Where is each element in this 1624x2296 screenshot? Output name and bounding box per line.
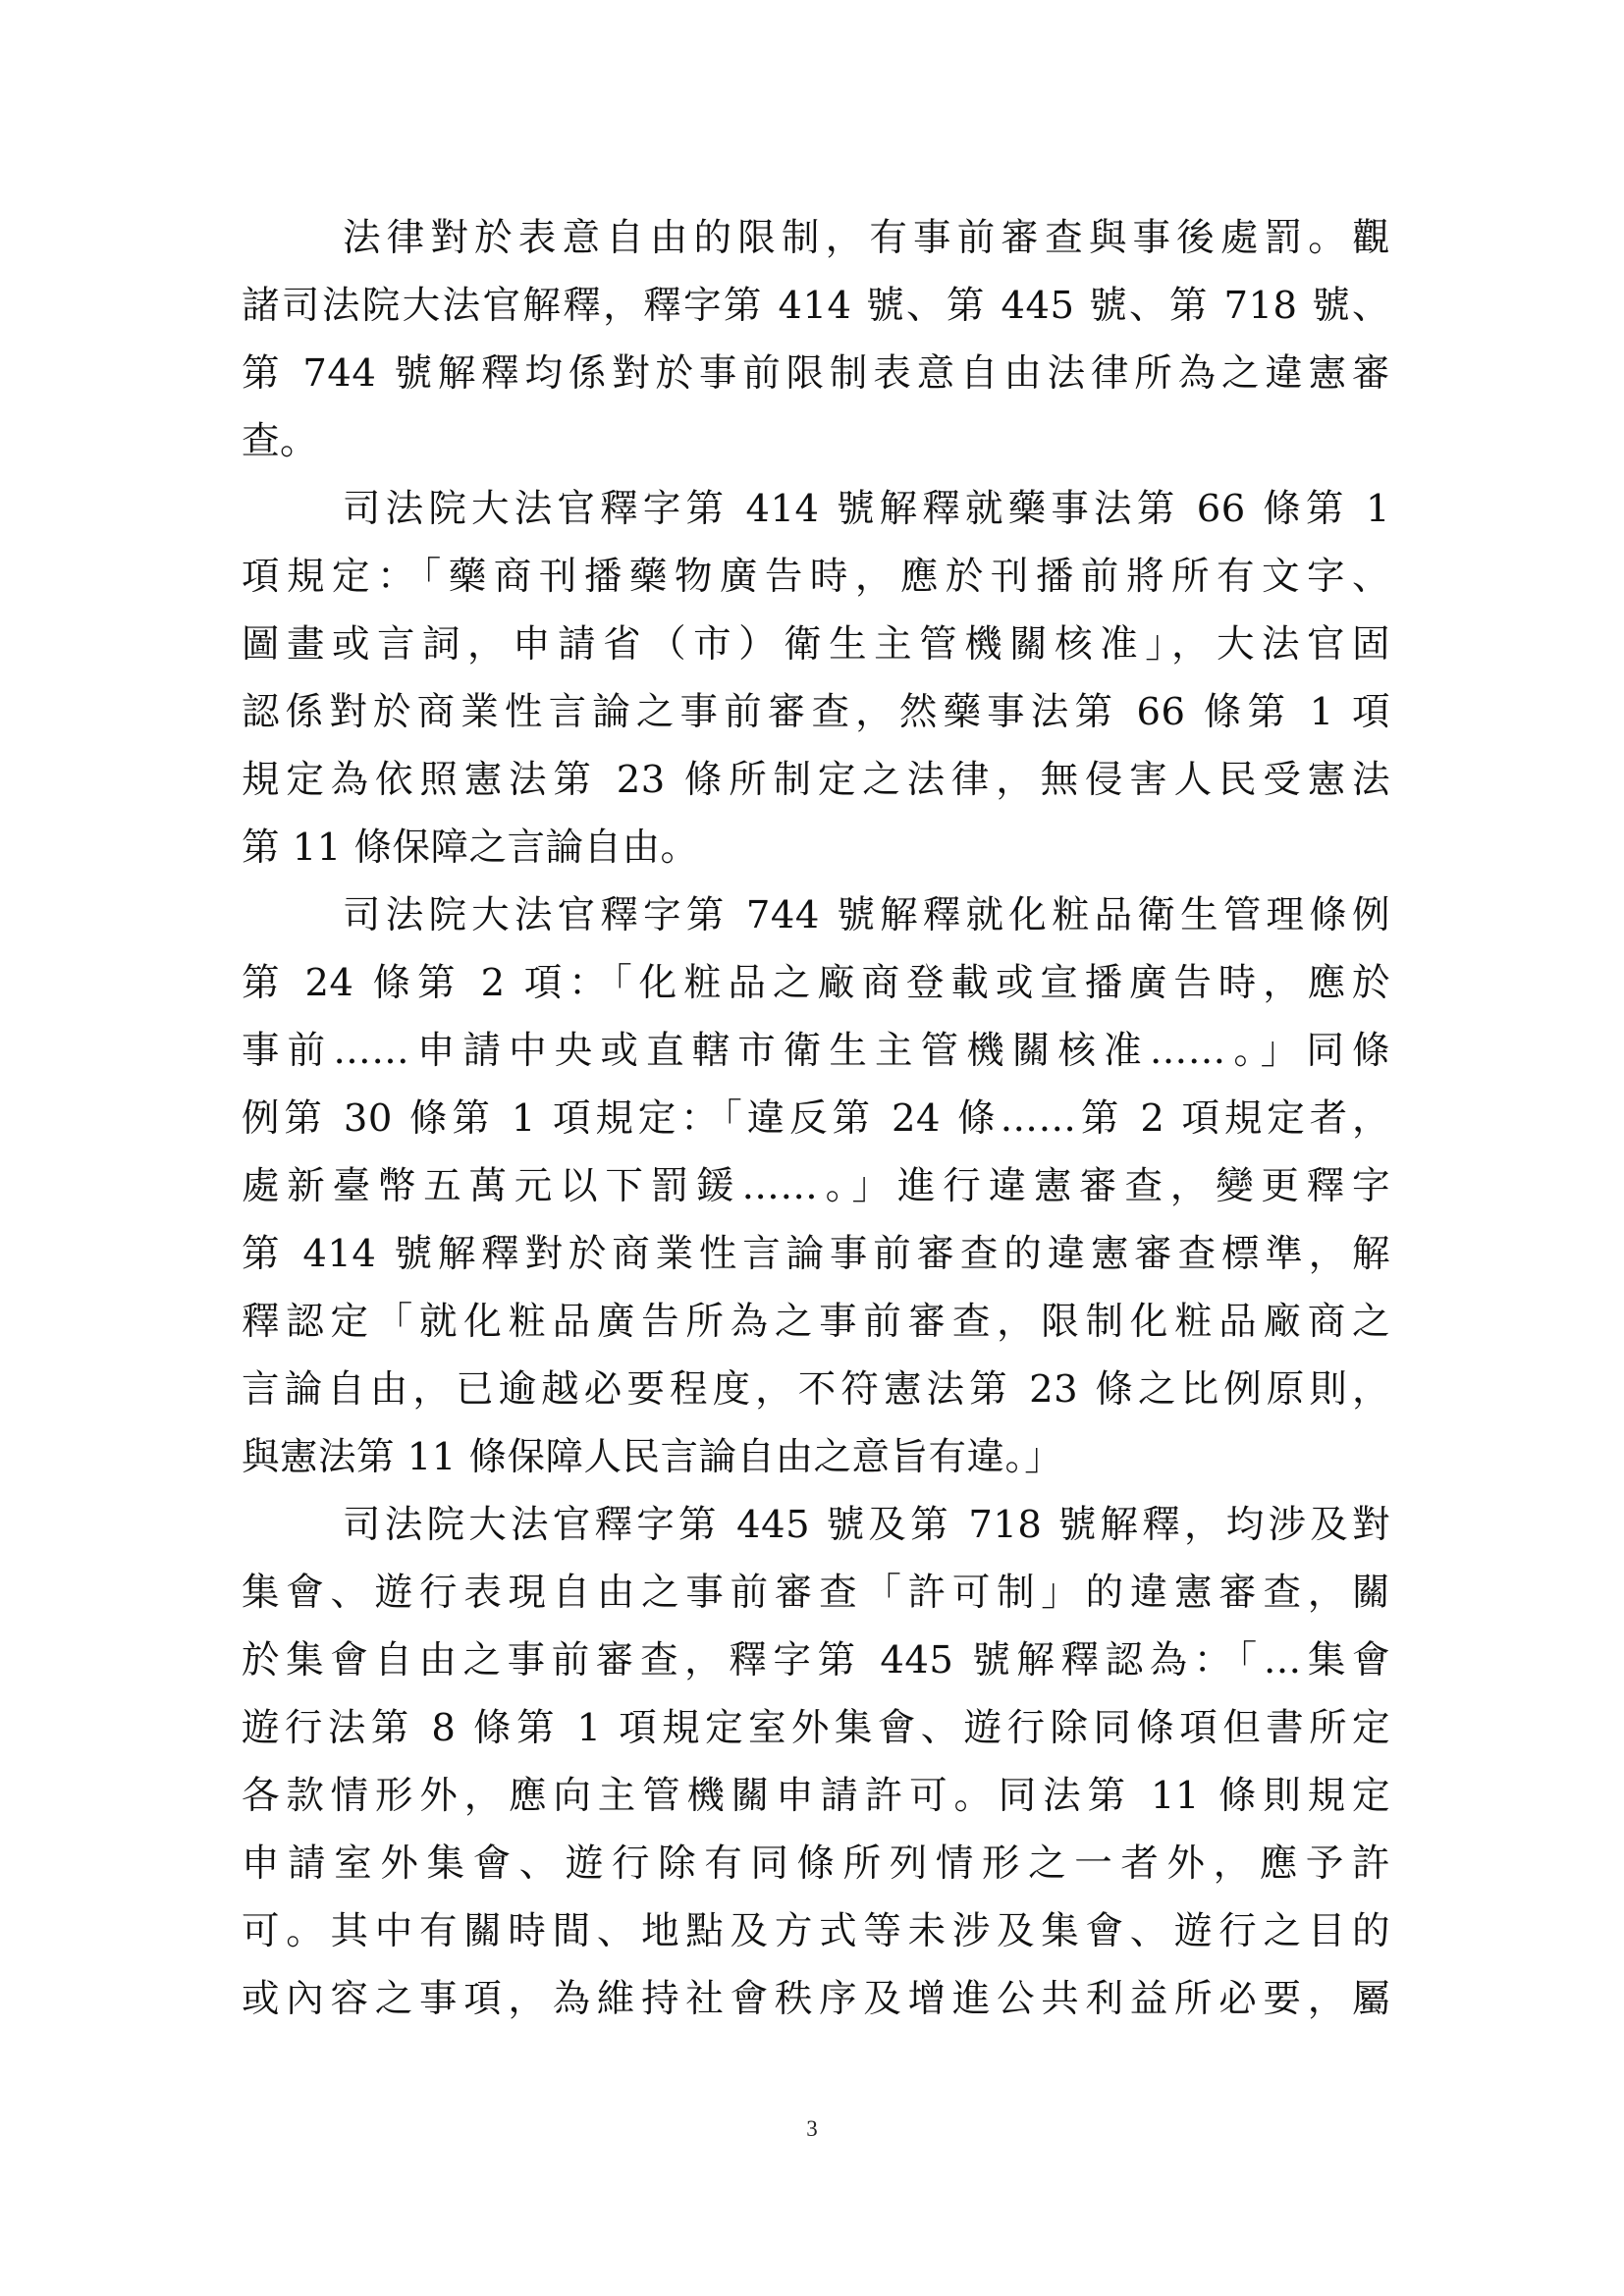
text-line: 司法院大法官釋字第 744 號解釋就化粧品衛生管理條例 [343, 893, 1390, 937]
text-line: 司法院大法官釋字第 445 號及第 718 號解釋，均涉及對 [343, 1503, 1390, 1547]
text-line: 司法院大法官釋字第 414 號解釋就藥事法第 66 條第 1 [343, 487, 1390, 531]
text-line: 申請室外集會、遊行除有同條所列情形之一者外，應予許 [242, 1842, 1390, 1886]
text-line: 圖畫或言詞，申請省（市）衛生主管機關核准」，大法官固 [242, 622, 1390, 667]
text-line: 認係對於商業性言論之事前審查，然藥事法第 66 條第 1 項 [242, 690, 1390, 734]
text-line: 處新臺幣五萬元以下罰鍰……。」進行違憲審查，變更釋字 [242, 1164, 1390, 1208]
text-line: 遊行法第 8 條第 1 項規定室外集會、遊行除同條項但書所定 [242, 1706, 1390, 1750]
text-line: 集會、遊行表現自由之事前審查「許可制」的違憲審查，關 [242, 1571, 1390, 1615]
text-line: 釋認定「就化粧品廣告所為之事前審查，限制化粧品廠商之 [242, 1300, 1390, 1344]
paragraph-3 [242, 881, 1390, 1491]
text-line: 規定為依照憲法第 23 條所制定之法律，無侵害人民受憲法 [242, 758, 1390, 802]
paragraph-2 [242, 475, 1390, 881]
body-text [242, 204, 1390, 2033]
text-line: 與憲法第 11 條保障人民言論自由之意旨有違。」 [242, 1435, 1063, 1479]
text-line: 第 24 條第 2 項：「化粧品之廠商登載或宣播廣告時，應於 [242, 961, 1390, 1005]
text-line: 法律對於表意自由的限制，有事前審查與事後處罰。觀 [343, 216, 1390, 260]
text-line: 各款情形外，應向主管機關申請許可。同法第 11 條則規定 [242, 1774, 1390, 1818]
text-line: 諸司法院大法官解釋，釋字第 414 號、第 445 號、第 718 號、 [242, 284, 1390, 328]
text-line: 查。 [242, 419, 319, 463]
text-line: 第 744 號解釋均係對於事前限制表意自由法律所為之違憲審 [242, 351, 1390, 396]
text-line: 第 414 號解釋對於商業性言論事前審查的違憲審查標準，解 [242, 1232, 1390, 1276]
text-line: 言論自由，已逾越必要程度，不符憲法第 23 條之比例原則， [242, 1367, 1390, 1412]
page-number: 3 [806, 2116, 818, 2141]
text-line: 例第 30 條第 1 項規定：「違反第 24 條……第 2 項規定者， [242, 1096, 1390, 1141]
text-line: 事前……申請中央或直轄市衛生主管機關核准……。」同條 [242, 1029, 1390, 1073]
paragraph-1 [242, 204, 1390, 475]
text-line: 第 11 條保障之言論自由。 [242, 826, 699, 870]
text-line: 於集會自由之事前審查，釋字第 445 號解釋認為：「…集會 [242, 1638, 1390, 1682]
text-line: 可。其中有關時間、地點及方式等未涉及集會、遊行之目的 [242, 1909, 1390, 1953]
text-line: 項規定：「藥商刊播藥物廣告時，應於刊播前將所有文字、 [242, 555, 1390, 599]
text-line: 或內容之事項，為維持社會秩序及增進公共利益所必要，屬 [242, 1977, 1390, 2021]
paragraph-4 [242, 1491, 1390, 2033]
